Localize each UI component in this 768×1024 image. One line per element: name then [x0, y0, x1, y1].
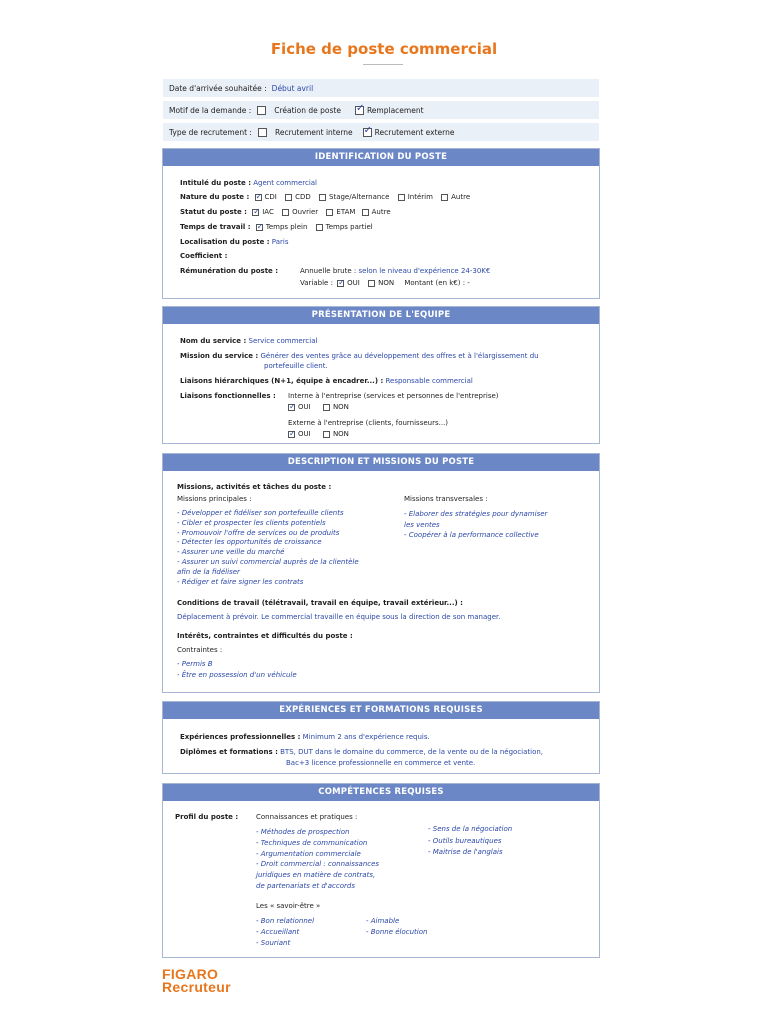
list-item: - Accueillant: [256, 928, 300, 937]
cdi-checkbox[interactable]: [255, 194, 262, 201]
hier-label: Liaisons hiérarchiques (N+1, équipe à encadrer...) :: [180, 377, 384, 385]
statut-label: Statut du poste :: [180, 208, 247, 216]
list-item: de partenariats et d'accords: [256, 881, 355, 890]
variable-non-label: NON: [378, 279, 395, 287]
identification-section: [162, 148, 600, 299]
transversales-list: [404, 509, 547, 541]
localisation-label: Localisation du poste :: [180, 238, 270, 246]
variable-non-checkbox[interactable]: [368, 280, 375, 287]
arrival-date-row: [163, 79, 599, 97]
remplacement-label: Remplacement: [366, 105, 424, 115]
list-item: - Rédiger et faire signer les contrats: [177, 577, 304, 586]
iac-label: IAC: [262, 208, 274, 216]
list-item: - Permis B: [177, 660, 213, 668]
list-item: - Bonne élocution: [366, 928, 428, 937]
mission-label: Mission du service :: [180, 352, 259, 360]
intitule-value[interactable]: Agent commercial: [253, 179, 318, 187]
type-row: [163, 123, 599, 141]
list-item: - Bon relationnel: [256, 917, 315, 925]
exp-label: Expériences professionnelles :: [180, 733, 301, 741]
exp-value[interactable]: Minimum 2 ans d'expérience requis.: [302, 733, 430, 741]
list-item: afin de la fidéliser: [177, 567, 240, 576]
connaissances-right-list: [428, 824, 512, 859]
service-value[interactable]: Service commercial: [248, 337, 318, 345]
list-item: - Elaborer des stratégies pour dynamiser: [404, 510, 548, 518]
ouvrier-label: Ouvrier: [292, 208, 319, 216]
conditions-label: Conditions de travail (télétravail, travail en équipe, travail extérieur...) :: [177, 599, 463, 607]
dipl-label: Diplômes et formations :: [180, 748, 278, 756]
externe-checkbox[interactable]: [363, 128, 372, 137]
page-title: Fiche de poste commercial: [270, 40, 498, 58]
interim-checkbox[interactable]: [398, 194, 405, 201]
externe-desc: Externe à l'entreprise (clients, fournisseurs...): [288, 419, 449, 427]
ouvrier-checkbox[interactable]: [282, 209, 289, 216]
cdd-checkbox[interactable]: [285, 194, 292, 201]
interne-non-checkbox[interactable]: [323, 404, 330, 411]
connaissances-label: Connaissances et pratiques :: [256, 813, 358, 821]
hier-value[interactable]: Responsable commercial: [385, 377, 473, 385]
mission-value-cont: portefeuille client.: [264, 362, 328, 370]
interets-label: Intérêts, contraintes et difficultés du poste :: [177, 632, 353, 640]
principales-label: Missions principales :: [177, 495, 252, 503]
stage-label: Stage/Alternance: [329, 193, 390, 201]
montant-label: Montant (en k€) : -: [404, 279, 470, 287]
list-item: - Argumentation commerciale: [256, 849, 361, 858]
iac-checkbox[interactable]: [252, 209, 259, 216]
interne-oui-checkbox[interactable]: [288, 404, 295, 411]
temps-plein-label: Temps plein: [265, 223, 308, 231]
savoir-label: Les « savoir-être »: [256, 902, 321, 910]
interne-checkbox[interactable]: [258, 128, 267, 137]
savoir-left-list: [256, 916, 314, 950]
autre-nature-checkbox[interactable]: [441, 194, 448, 201]
motif-row: [163, 101, 599, 119]
externe-oui-checkbox[interactable]: [288, 431, 295, 438]
motif-label: Motif de la demande :: [169, 105, 252, 115]
list-item: - Souriant: [256, 939, 291, 948]
conditions-value[interactable]: Déplacement à prévoir. Le commercial travaille en équipe sous la direction de son manager.: [177, 613, 501, 621]
brute-label: Annuelle brute :: [300, 267, 357, 275]
list-item: - Cibler et prospecter les clients potentiels: [177, 518, 326, 527]
logo-line-2: Recruteur: [162, 979, 231, 995]
list-item: - Développer et fidéliser son portefeuille clients: [177, 509, 344, 517]
temps-label: Temps de travail :: [180, 223, 251, 231]
mission-value[interactable]: Générer des ventes grâce au développement des offres et à l'élargissement du: [260, 352, 539, 360]
competences-section: [162, 783, 600, 958]
etam-label: ETAM: [336, 208, 356, 216]
contraintes-list: [177, 659, 297, 681]
nature-label: Nature du poste :: [180, 193, 250, 201]
cdi-label: CDI: [264, 193, 277, 201]
autre-nature-label: Autre: [451, 193, 471, 201]
list-item: juridiques en matière de contrats,: [256, 871, 376, 880]
etam-checkbox[interactable]: [326, 209, 333, 216]
temps-plein-checkbox[interactable]: [256, 224, 263, 231]
externe-oui-label: OUI: [298, 430, 311, 438]
cdd-label: CDD: [295, 193, 311, 201]
transversales-label: Missions transversales :: [404, 495, 488, 503]
list-item: - Méthodes de prospection: [256, 828, 350, 836]
stage-checkbox[interactable]: [319, 194, 326, 201]
remuneration-label: Rémunération du poste :: [180, 267, 279, 275]
autre-statut-checkbox[interactable]: [362, 209, 369, 216]
list-item: - Assurer un suivi commercial auprès de la clientèle: [177, 557, 359, 566]
missions-section: [162, 453, 600, 693]
type-label: Type de recrutement :: [169, 127, 252, 137]
interne-desc: Interne à l'entreprise (services et personnes de l'entreprise): [288, 392, 499, 400]
figaro-recruteur-logo: [162, 968, 231, 994]
remplacement-checkbox[interactable]: [355, 106, 364, 115]
variable-oui-label: OUI: [347, 279, 360, 287]
list-item: - Être en possession d'un véhicule: [177, 671, 297, 679]
savoir-right-list: [366, 916, 427, 938]
brute-value[interactable]: selon le niveau d'expérience 24-30K€: [358, 267, 491, 275]
variable-label: Variable :: [300, 279, 333, 287]
dipl-value-cont: Bac+3 licence professionnelle en commerce et vente.: [286, 759, 476, 767]
principales-list: [177, 509, 359, 587]
externe-label: Recrutement externe: [374, 127, 455, 137]
temps-partiel-label: Temps partiel: [325, 223, 373, 231]
autre-statut-label: Autre: [371, 208, 391, 216]
creation-checkbox[interactable]: [257, 106, 266, 115]
fonc-label: Liaisons fonctionnelles :: [180, 392, 276, 400]
service-label: Nom du service :: [180, 337, 247, 345]
arrival-date-value[interactable]: Début avril: [271, 83, 314, 93]
creation-label: Création de poste: [274, 105, 341, 115]
list-item: - Aimable: [366, 917, 400, 925]
list-item: - Détecter les opportunités de croissance: [177, 538, 322, 547]
contraintes-label: Contraintes :: [177, 646, 223, 654]
list-item: - Assurer une veille du marché: [177, 548, 285, 557]
intitule-label: Intitulé du poste :: [180, 179, 251, 187]
list-item: - Coopérer à la performance collective: [404, 531, 539, 539]
interim-label: Intérim: [407, 193, 433, 201]
variable-oui-checkbox[interactable]: [337, 280, 344, 287]
list-item: les ventes: [404, 520, 440, 529]
list-item: - Techniques de communication: [256, 838, 368, 847]
profil-label: Profil du poste :: [175, 813, 239, 821]
coefficient-label: Coefficient :: [180, 252, 228, 260]
competences-heading: COMPÉTENCES REQUISES: [163, 784, 599, 801]
temps-partiel-checkbox[interactable]: [316, 224, 323, 231]
list-item: - Promouvoir l'offre de services ou de produits: [177, 528, 340, 537]
logo-line-1: FIGARO: [162, 966, 219, 982]
experiences-section: [162, 701, 600, 774]
experiences-heading: EXPÉRIENCES ET FORMATIONS REQUISES: [163, 702, 599, 719]
list-item: - Outils bureautiques: [428, 836, 502, 845]
externe-non-label: NON: [332, 430, 349, 438]
list-item: - Sens de la négociation: [428, 825, 513, 833]
externe-non-checkbox[interactable]: [323, 431, 330, 438]
list-item: - Droit commercial : connaissances: [256, 860, 380, 869]
arrival-date-label: Date d'arrivée souhaitée :: [169, 83, 267, 93]
identification-heading: IDENTIFICATION DU POSTE: [163, 149, 599, 166]
activites-label: Missions, activités et tâches du poste :: [177, 483, 332, 491]
interne-non-label: NON: [332, 403, 349, 411]
localisation-value[interactable]: Paris: [271, 238, 289, 246]
equipe-heading: PRÉSENTATION DE L'EQUIPE: [163, 307, 599, 324]
list-item: - Maitrise de l'anglais: [428, 848, 503, 856]
interne-label: Recrutement interne: [274, 127, 353, 137]
interne-oui-label: OUI: [298, 403, 311, 411]
connaissances-left-list: [256, 827, 379, 892]
dipl-value[interactable]: BTS, DUT dans le domaine du commerce, de la vente ou de la négociation,: [280, 748, 544, 756]
title-divider: [363, 64, 403, 65]
missions-heading: DESCRIPTION ET MISSIONS DU POSTE: [163, 454, 599, 471]
equipe-section: [162, 306, 600, 444]
